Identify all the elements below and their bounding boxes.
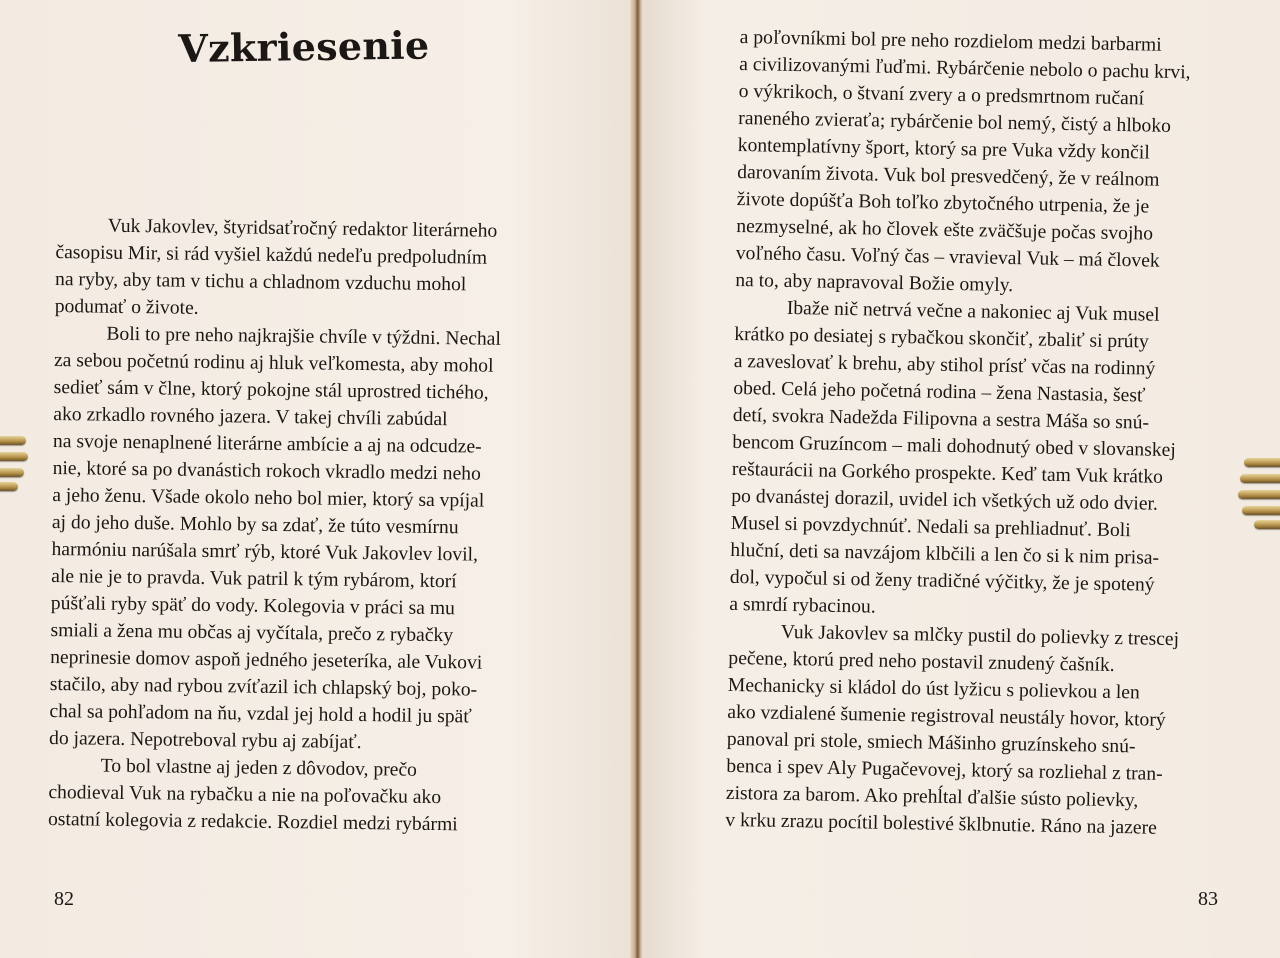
- left-page-text-line: na ryby, aby tam v tichu a chladnom vzduchu mohol: [54, 268, 467, 296]
- right-page-text-line: hluční, deti sa navzájom klbčili a len čo si k nim prisa-: [730, 539, 1160, 569]
- right-page-text-line: o výkrikoch, o štvaní zvery a o predsmrtnom ručaní: [738, 80, 1145, 110]
- page-holder-clip-left: [0, 428, 36, 498]
- right-page-text-line: voľného času. Voľný čas – vravieval Vuk – má človek: [735, 242, 1160, 272]
- left-page-text-line: púšťali ryby späť do vody. Kolegovia v práci sa mu: [50, 592, 455, 620]
- left-page-text-line: aj do jeho duše. Mohlo by sa zdať, že túto vesmírnu: [51, 511, 459, 539]
- right-page-text-line: Ibaže nič netrvá večne a nakoniec aj Vuk musel: [786, 297, 1160, 326]
- chapter-title: Vzkriesenie: [178, 22, 430, 71]
- right-page-text-line: krátko po desiatej s rybačkou skončiť, zbaliť si prúty: [734, 323, 1149, 353]
- right-page-text-line: obed. Celá jeho početná rodina – žena Nastasia, šesť: [733, 377, 1146, 407]
- right-page-text-line: benca i spev Aly Pugačevovej, ktorý sa rozliehal z tran-: [726, 755, 1163, 785]
- left-page-text-line: za sebou početnú rodinu aj hluk veľkomesta, aby mohol: [53, 349, 494, 377]
- right-page-text-line: dol, vypočul si od ženy tradičné výčitky, že je spotený: [729, 566, 1155, 596]
- page-number-right: 83: [1198, 888, 1218, 910]
- right-page-text-line: Vuk Jakovlev sa mlčky pustil do polievky z trescej: [780, 621, 1180, 651]
- right-page-text-line: nezmyselné, ak ho človek ešte zväčšuje počas svojho: [736, 215, 1154, 245]
- left-page-text-line: neprinesie domov aspoň jedného jeseteríka, ale Vukovi: [50, 646, 483, 674]
- right-page-text-line: a civilizovanými ľuďmi. Rybárčenie nebolo o pachu krvi,: [739, 53, 1191, 84]
- left-page-text-line: To bol vlastne aj jeden z dôvodov, prečo: [100, 755, 418, 781]
- right-page: [644, 0, 1280, 958]
- left-page-text-line: ostatní kolegovia z redakcie. Rozdiel medzi rybármi: [47, 808, 458, 836]
- right-page-text-line: po dvanástej dorazil, uvidel ich všetkých už odo dvier.: [731, 485, 1159, 515]
- right-page-text-line: raneného zvieraťa; rybárčenie bol nemý, čistý a hlboko: [738, 107, 1172, 137]
- right-page-text-line: bencom Gruzíncom – mali dohodnutý obed v slovanskej: [732, 431, 1176, 462]
- right-page-text-line: reštaurácii na Gorkého prospekte. Keď tam Vuk krátko: [731, 458, 1164, 488]
- left-page-text-line: ale nie je to pravda. Vuk patril k tým rybárom, ktorí: [51, 565, 457, 593]
- left-page-text-line: chal sa pohľadom na ňu, vzdal jej hold a hodil ju späť: [49, 700, 472, 728]
- right-page-text-line: zistora za barom. Ako prehĺtal ďalšie sústo polievky,: [725, 782, 1139, 812]
- right-page-text-line: detí, svokra Nadežda Filipovna a sestra Máša so snú-: [732, 404, 1150, 434]
- left-page-text-line: časopisu Mir, si rád vyšiel každú nedeľu predpoludním: [55, 241, 488, 269]
- right-page-text: [725, 24, 1210, 842]
- right-page-text-line: ako vzdialené šumenie registroval neustály hovor, ktorý: [727, 701, 1166, 731]
- left-page-text-line: chodieval Vuk na rybačku a nie na poľovačku ako: [48, 781, 442, 809]
- right-page-text-line: kontemplatívny šport, ktorý sa pre Vuka vždy končil: [737, 134, 1150, 164]
- left-page-text-line: Boli to pre neho najkrajšie chvíle v týždni. Nechal: [106, 323, 501, 350]
- left-page-text-line: do jazera. Nepotreboval rybu aj zabíjať.: [48, 727, 362, 754]
- right-page-text-line: Mechanicky si kládol do úst lyžicu s polievkou a len: [727, 674, 1140, 704]
- left-page-text-line: harmóniu narúšala smrť rýb, ktoré Vuk Jakovlev lovil,: [51, 538, 479, 566]
- right-page-text-line: a zaveslovať k brehu, aby stihol prísť včas na rodinný: [733, 350, 1156, 380]
- left-page-text: [48, 212, 546, 839]
- right-page-text-line: a smrdí rybacinou.: [729, 593, 876, 618]
- left-page-text-line: smiali a žena mu občas aj vyčítala, prečo z rybačky: [50, 619, 454, 647]
- left-page-text-line: nie, ktoré sa po dvanástich rokoch vkradlo medzi neho: [52, 457, 481, 485]
- right-page-text-line: na to, aby napravoval Božie omyly.: [735, 269, 1014, 297]
- page-holder-clip-right: [1236, 452, 1280, 522]
- right-page-text-line: v krku zrazu pocítil bolestivé šklbnutie. Ráno na jazere: [725, 809, 1157, 839]
- right-page-text-line: Musel si povzdychnúť. Nedali sa prehliadnuť. Boli: [730, 512, 1131, 542]
- left-page: [0, 0, 630, 958]
- page-number-left: 82: [54, 888, 74, 910]
- right-page-text-line: a poľovníkmi bol pre neho rozdielom medzi barbarmi: [739, 26, 1162, 56]
- right-page-text-line: pečene, ktorú pred neho postavil znudený čašník.: [728, 647, 1115, 676]
- right-page-text-line: panoval pri stole, smiech Mášinho gruzínskeho snú-: [726, 728, 1136, 758]
- book-gutter: [630, 0, 644, 958]
- left-page-text-line: a jeho ženu. Všade okolo neho bol mier, ktorý sa vpíjal: [52, 484, 485, 512]
- left-page-text-line: ako zrkadlo rovného jazera. V takej chvíli zabúdal: [53, 403, 448, 431]
- left-page-text-line: Vuk Jakovlev, štyridsaťročný redaktor literárneho: [107, 215, 498, 242]
- left-page-text-line: na svoje nenaplnené literárne ambície a aj na odcudze-: [52, 430, 482, 458]
- left-page-text-line: stačilo, aby nad rybou zvíťazil ich chlapský boj, poko-: [49, 673, 478, 701]
- right-page-text-line: darovaním života. Vuk bol presvedčený, že v reálnom: [737, 161, 1160, 191]
- left-page-text-line: sedieť sám v člne, ktorý pokojne stál uprostred tichého,: [53, 376, 489, 404]
- right-page-text-line: živote dopúšťa Boh toľko zbytočného utrpenia, že je: [736, 188, 1150, 218]
- left-page-text-line: podumať o živote.: [54, 295, 199, 319]
